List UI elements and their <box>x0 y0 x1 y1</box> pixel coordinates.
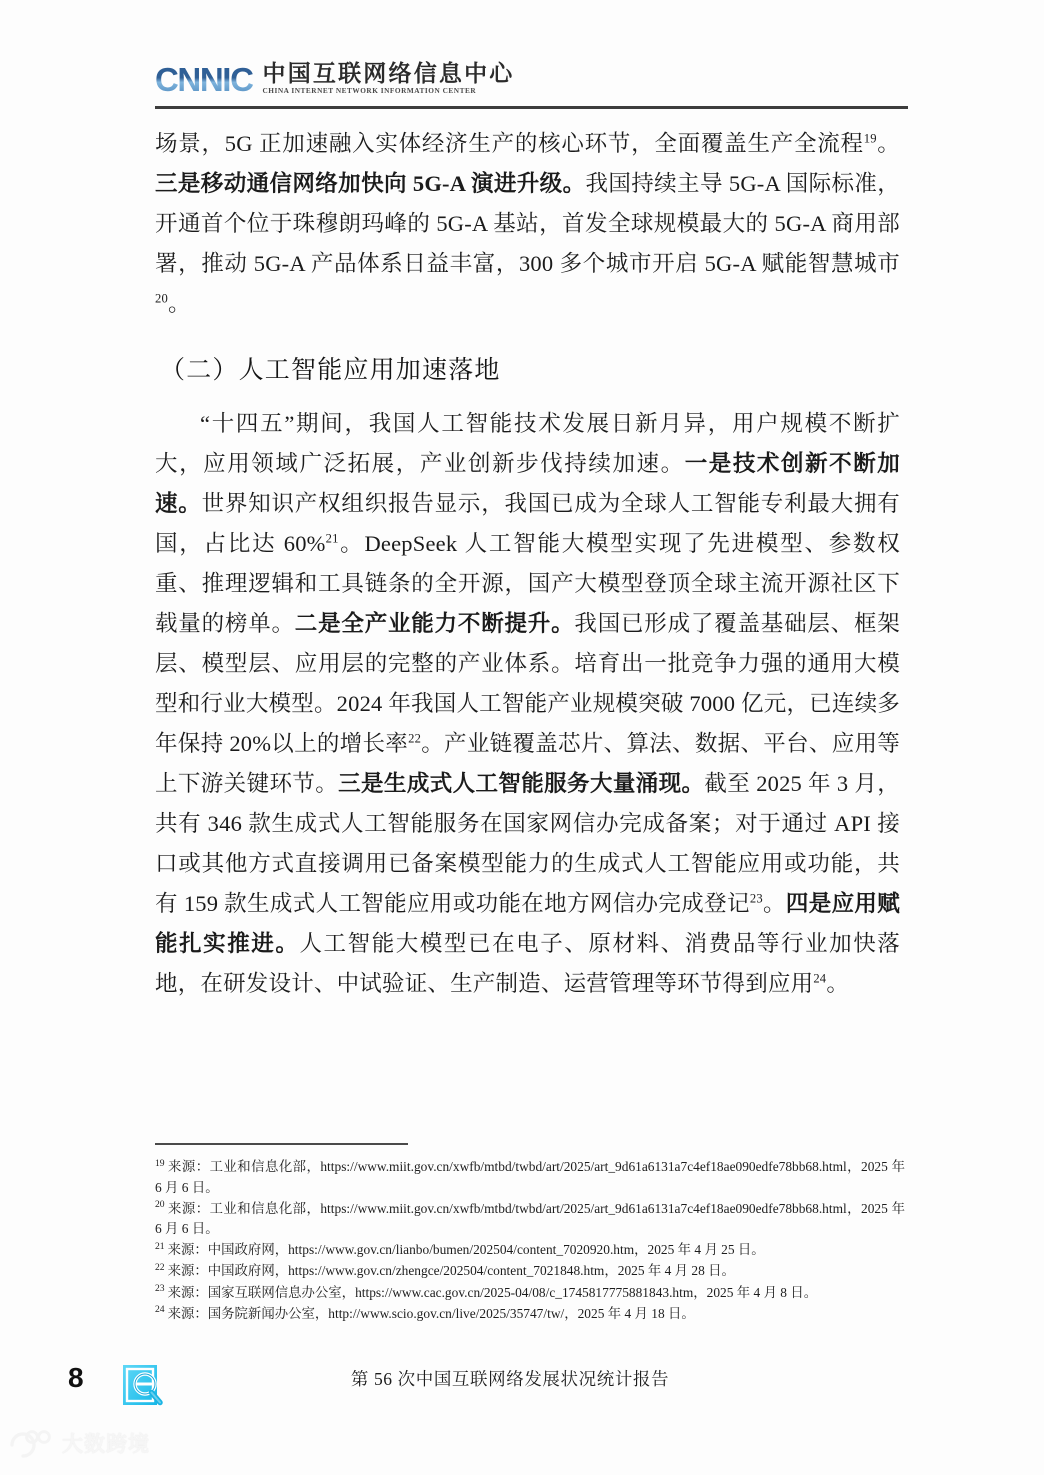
cnnic-logo-text <box>263 62 515 98</box>
text-run: 。 <box>826 971 850 996</box>
footnote-source: 来源：工业和信息化部， <box>167 1200 321 1216</box>
section-heading: （二）人工智能应用加速落地 <box>160 357 501 384</box>
footnote-source: 来源：国家互联网信息办公室， <box>167 1284 356 1300</box>
paragraph-5g <box>155 124 900 324</box>
footnote-list <box>155 1157 905 1325</box>
footnote-url[interactable]: https://www.gov.cn/lianbo/bumen/202504/content_7020920.htm <box>288 1242 635 1258</box>
footnote-number: 19 <box>155 1157 165 1169</box>
footnote-url[interactable]: https://www.gov.cn/zhengce/202504/content_7021848.htm <box>288 1263 605 1279</box>
page-number: 8 <box>68 1362 84 1393</box>
footnote-source: 来源：中国政府网， <box>167 1242 289 1258</box>
bold-run: 四是应用赋能扎实推进。 <box>155 891 900 956</box>
footnote-item <box>155 1283 905 1304</box>
paragraph-ai <box>155 404 900 1004</box>
footnote-ref-23[interactable]: 23 <box>749 891 763 906</box>
footnote-ref-22[interactable]: 22 <box>408 731 422 746</box>
footnote-ref-21[interactable]: 21 <box>325 531 339 546</box>
text-run: 人工智能大模型已在电子、原材料、消费品等行业加快落地，在研发设计、中试验证、生产制造、运营管理等环节得到应用 <box>155 931 900 996</box>
watermark-logo-icon <box>8 1428 56 1458</box>
footnote-item <box>155 1199 905 1240</box>
text-run: 。 <box>168 291 191 316</box>
text-run: 。 <box>762 891 786 916</box>
cnnic-logo-chinese: 中国互联网络信息中心 <box>262 61 515 87</box>
bold-run: 三是移动通信网络加快向 5G-A 演进升级。 <box>155 171 586 196</box>
footnote-date: ，2025 年 4 月 8 日。 <box>693 1284 818 1300</box>
cnnic-wordmark: CNNIC <box>155 61 253 98</box>
text-run: 。DeepSeek 人工智能大模型实现了先进模型、参数权重、推理逻辑和工具链条的全开源，国产大模型登顶全球主流开源社区下载量的榜单。 <box>155 531 900 636</box>
page-header <box>155 54 908 110</box>
text-run: 世界知识产权组织报告显示，我国已成为全球人工智能专利最大拥有国，占比达 60% <box>155 491 900 556</box>
page-footer <box>0 1360 1044 1416</box>
footnote-date: ，2025 年 6 月 6 日。 <box>155 1200 905 1237</box>
footnote-url[interactable]: https://www.cac.gov.cn/2025-04/08/c_1745817775881843.htm <box>355 1284 694 1300</box>
bold-run: 一是技术创新不断加速。 <box>155 451 900 516</box>
cnnic-logo-english: CHINA INTERNET NETWORK INFORMATION CENTER <box>262 86 477 96</box>
footnote-date: ，2025 年 4 月 18 日。 <box>564 1305 695 1321</box>
footnote-source: 来源：工业和信息化部， <box>167 1159 321 1174</box>
footnote-number: 20 <box>155 1199 165 1211</box>
bold-run: 二是全产业能力不断提升。 <box>294 611 575 636</box>
footnote-divider <box>155 1143 408 1145</box>
text-run: 我国已形成了覆盖基础层、框架层、模型层、应用层的完整的产业体系。培育出一批竞争力强的通用大模型和行业大模型。2024 年我国人工智能产业规模突破 7000 亿元，已连续多年保持 20%以上的增长率 <box>155 611 900 756</box>
footnote-item <box>155 1304 905 1325</box>
footnote-url[interactable]: http://www.scio.gov.cn/live/2025/35747/tw/ <box>328 1305 565 1321</box>
footnote-url[interactable]: https://www.miit.gov.cn/xwfb/mtbd/twbd/art/2025/art_9d61a6131a7c4ef18ae090edfe78bb68.html <box>320 1200 847 1216</box>
footnote-item <box>155 1261 905 1282</box>
footnote-ref-24[interactable]: 24 <box>813 971 827 986</box>
footnote-number: 21 <box>155 1240 165 1252</box>
footnote-number: 23 <box>155 1283 165 1295</box>
footnote-date: ，2025 年 6 月 6 日。 <box>155 1159 905 1195</box>
text-run: 。产业链覆盖芯片、算法、数据、平台、应用等上下游关键环节。 <box>155 731 901 796</box>
footnote-ref-20[interactable]: 20 <box>155 291 168 306</box>
text-run: 。 <box>876 131 900 156</box>
text-run: “十四五”期间，我国人工智能技术发展日新月异，用户规模不断扩大，应用领域广泛拓展，产业创新步伐持续加速。 <box>155 411 900 476</box>
footnote-date: ，2025 年 4 月 25 日。 <box>634 1242 765 1258</box>
watermark <box>8 1428 150 1458</box>
footer-report-title: 第 56 次中国互联网络发展状况统计报告 <box>350 1369 670 1389</box>
footnote-ref-19[interactable]: 19 <box>863 131 877 146</box>
footnote-url[interactable]: https://www.miit.gov.cn/xwfb/mtbd/twbd/art/2025/art_9d61a6131a7c4ef18ae090edfe78bb68.html <box>320 1159 847 1174</box>
footnote-item <box>155 1240 905 1261</box>
bold-run: 三是生成式人工智能服务大量涌现。 <box>338 771 705 796</box>
footnote-date: ，2025 年 4 月 28 日。 <box>604 1263 735 1279</box>
footnote-number: 24 <box>155 1304 165 1316</box>
text-run: 我国持续主导 5G-A 国际标准，开通首个位于珠穆朗玛峰的 5G-A 基站，首发全球规模最大的 5G-A 商用部署，推动 5G-A 产品体系日益丰富，300 多个城市开启 5G-A 赋能智慧城市 <box>155 171 900 276</box>
footnote-item <box>155 1157 905 1198</box>
footnote-source: 来源：中国政府网， <box>167 1263 289 1279</box>
footnote-source: 来源：国务院新闻办公室， <box>167 1305 329 1321</box>
header-divider <box>155 106 908 109</box>
footnote-number: 22 <box>155 1262 165 1273</box>
text-run: 场景，5G 正加速融入实体经济生产的核心环节，全面覆盖生产全流程 <box>155 131 864 156</box>
document-content <box>155 124 900 1004</box>
cnnic-logo <box>155 54 908 98</box>
text-run: 截至 2025 年 3 月，共有 346 款生成式人工智能服务在国家网信办完成备案；对于通过 API 接口或其他方式直接调用已备案模型能力的生成式人工智能应用或功能，共有 159 款生成式人工智能应用或功能在地方网信办完成登记 <box>155 771 900 916</box>
watermark-text: 大数跨境 <box>62 1433 150 1456</box>
